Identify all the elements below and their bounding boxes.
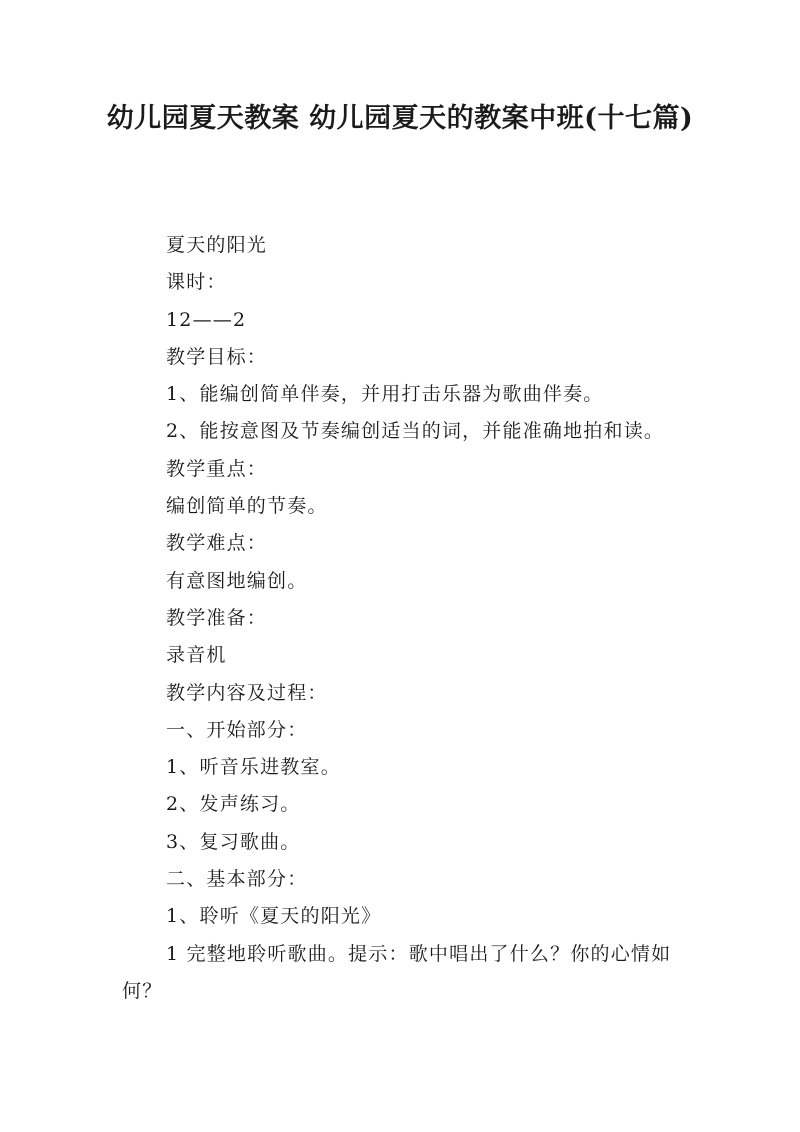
paragraph: 1、聆听《夏天的阳光》 [166, 905, 382, 928]
paragraph: 二、基本部分： [166, 868, 308, 891]
paragraph: 12——2 [166, 308, 247, 331]
paragraph: 教学目标： [166, 345, 268, 368]
paragraph: 教学难点： [166, 532, 268, 555]
paragraph: 3、复习歌曲。 [166, 830, 301, 853]
paragraph: 2、能按意图及节奏编创适当的词，并能准确地拍和读。 [166, 420, 665, 443]
paragraph: 教学重点： [166, 457, 268, 480]
paragraph: 教学内容及过程： [166, 681, 328, 704]
paragraph: 编创简单的节奏。 [166, 495, 328, 518]
paragraph: 一、开始部分： [166, 718, 308, 741]
paragraph: 录音机 [166, 644, 227, 667]
paragraph: 有意图地编创。 [166, 569, 308, 592]
paragraph: 1、能编创简单伴奏，并用打击乐器为歌曲伴奏。 [166, 383, 604, 406]
document-title: 幼儿园夏天教案 幼儿园夏天的教案中班(十七篇) [106, 103, 694, 134]
document-body [122, 227, 692, 1010]
paragraph: 课时： [166, 271, 227, 294]
paragraph: 2、发声练习。 [166, 793, 301, 816]
paragraph: 夏天的阳光 [166, 234, 268, 256]
paragraph: 教学准备： [166, 606, 268, 629]
paragraph: 1、听音乐进教室。 [166, 756, 341, 779]
paragraph: 1 完整地聆听歌曲。提示：歌中唱出了什么？你的心情如何？ [122, 942, 672, 1002]
